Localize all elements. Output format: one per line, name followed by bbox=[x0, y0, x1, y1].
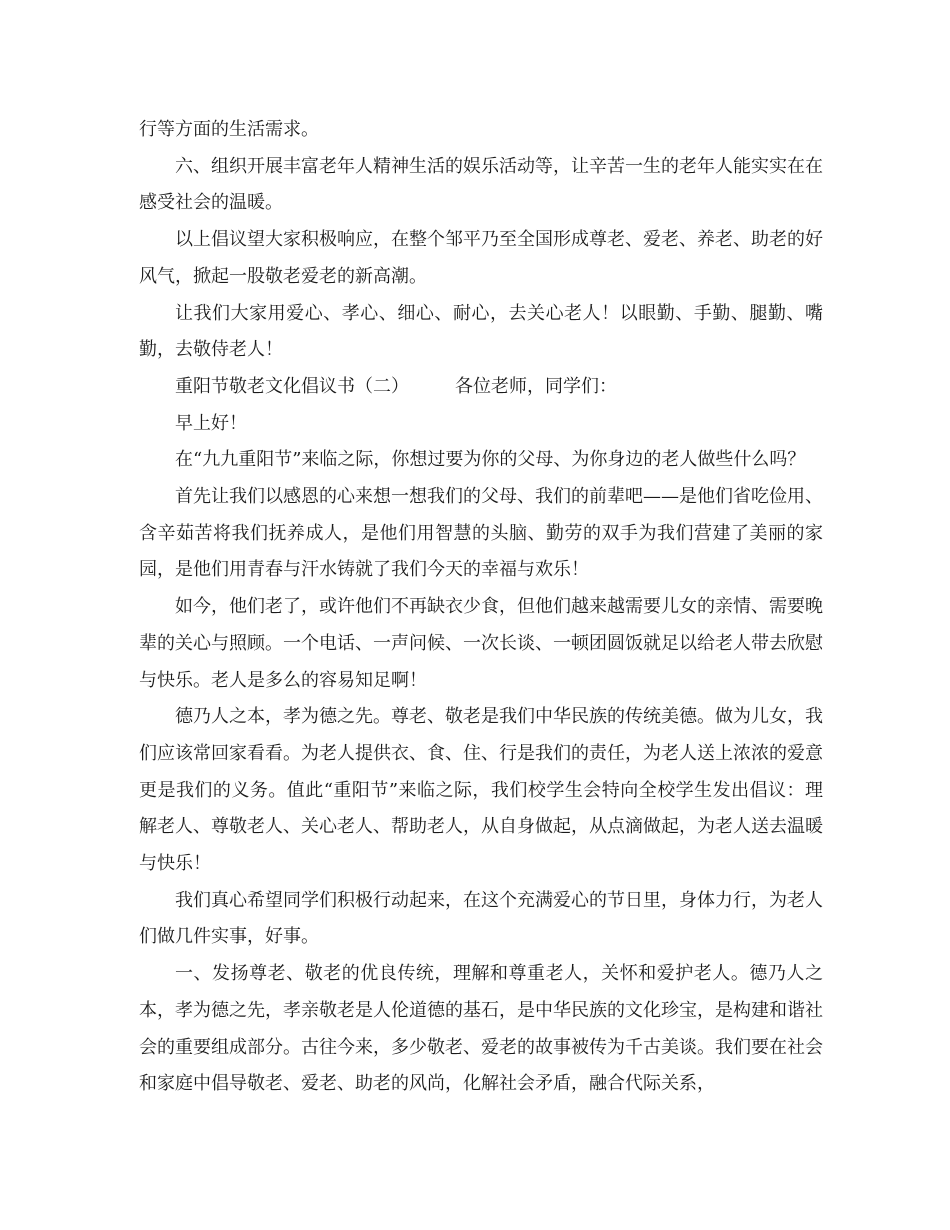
document-body bbox=[139, 112, 823, 1103]
paragraph: 让我们大家用爱心、孝心、细心、耐心，去关心老人！以眼勤、手勤、腿勤、嘴勤，去敬侍老人！ bbox=[139, 302, 823, 361]
section-heading-line bbox=[139, 369, 823, 406]
paragraph: 早上好！ bbox=[175, 412, 247, 434]
paragraph: 德乃人之本，孝为德之先。尊老、敬老是我们中华民族的传统美德。做为儿女，我们应该常回家看看。为老人提供衣、食、住、行是我们的责任，为老人送上浓浓的爱意更是我们的义务。值此“重阳节”来临之际，我们校学生会特向全校学生发出倡议：理解老人、尊敬老人、关心老人、帮助老人，从自身做起，从点滴做起，为老人送去温暖与快乐！ bbox=[139, 706, 823, 875]
paragraph: 我们真心希望同学们积极行动起来，在这个充满爱心的节日里，身体力行，为老人们做几件实事，好事。 bbox=[139, 889, 823, 948]
paragraph: 六、组织开展丰富老年人精神生活的娱乐活动等，让辛苦一生的老年人能实实在在感受社会的温暖。 bbox=[139, 155, 823, 214]
salutation: 各位老师，同学们： bbox=[455, 375, 617, 397]
paragraph: 如今，他们老了，或许他们不再缺衣少食，但他们越来越需要儿女的亲情、需要晚辈的关心与照顾。一个电话、一声问候、一次长谈、一顿团圆饭就足以给老人带去欣慰与快乐。老人是多么的容易知足啊！ bbox=[139, 596, 823, 691]
paragraph: 以上倡议望大家积极响应，在整个邹平乃至全国形成尊老、爱老、养老、助老的好风气，掀起一股敬老爱老的新高潮。 bbox=[139, 229, 823, 287]
paragraph: 在“九九重阳节”来临之际，你想过要为你的父母、为你身边的老人做些什么吗？ bbox=[175, 449, 806, 471]
section-title: 重阳节敬老文化倡议书（二） bbox=[175, 375, 409, 397]
paragraph: 一、发扬尊老、敬老的优良传统，理解和尊重老人，关怀和爱护老人。德乃人之本，孝为德之先，孝亲敬老是人伦道德的基石，是中华民族的文化珍宝，是构建和谐社会的重要组成部分。古往今来，多少敬老、爱老的故事被传为千古美谈。我们要在社会和家庭中倡导敬老、爱老、助老的风尚，化解社会矛盾，融合代际关系， bbox=[139, 963, 823, 1095]
paragraph: 首先让我们以感恩的心来想一想我们的父母、我们的前辈吧——是他们省吃俭用、含辛茹苦将我们抚养成人，是他们用智慧的头脑、勤劳的双手为我们营建了美丽的家园，是他们用青春与汗水铸就了我们今天的幸福与欢乐！ bbox=[139, 486, 823, 581]
paragraph: 行等方面的生活需求。 bbox=[139, 119, 319, 140]
